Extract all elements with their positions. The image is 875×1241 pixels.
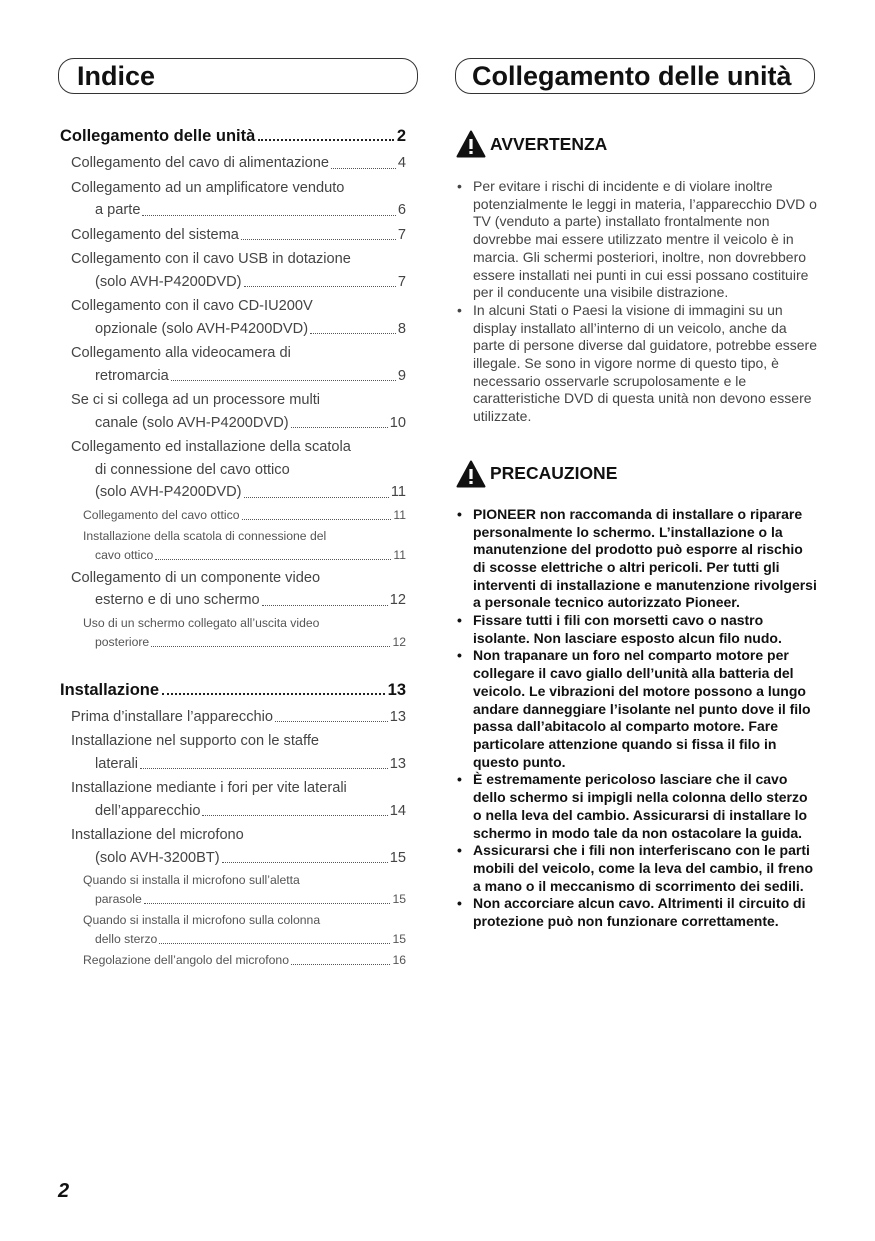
caution-heading-text: PRECAUZIONE xyxy=(490,463,618,484)
toc-section-heading xyxy=(60,680,406,700)
dot-leader xyxy=(242,519,392,520)
dot-leader xyxy=(262,605,388,606)
toc-section-page: 2 xyxy=(396,127,406,145)
dot-leader xyxy=(140,768,388,769)
toc-entry-page: 8 xyxy=(397,320,406,337)
toc-entry-page: 11 xyxy=(393,507,406,522)
toc-entry xyxy=(60,614,406,652)
toc-entry-text: laterali xyxy=(95,755,138,772)
toc-entry-row xyxy=(60,847,406,870)
warning-list xyxy=(456,178,818,426)
toc-entry-text: Collegamento ad un amplificatore venduto xyxy=(71,179,345,196)
dot-leader xyxy=(144,903,391,904)
index-title: Indice xyxy=(77,60,156,91)
toc-entry-page: 11 xyxy=(390,484,406,500)
toc-entry-row xyxy=(60,753,406,776)
toc-entry xyxy=(60,824,406,869)
bullet-item: • Non trapanare un foro nel comparto motore per collegare il cavo giallo dell’unità alla batteria del veicolo. Le vibrazioni del motore possono a lungo andare danneggiare l’isolante nel punto dove il filo passa dall’abitacolo al comparto motore. Fare particolare attenzione quando si fissa il filo in questo punto. xyxy=(456,647,818,771)
toc-entry xyxy=(60,706,406,729)
dot-leader xyxy=(244,286,396,287)
toc-entry-page: 15 xyxy=(392,892,406,906)
toc-entry xyxy=(60,527,406,565)
toc-entry-text: Regolazione dell’angolo del microfono xyxy=(83,953,289,967)
toc-entry xyxy=(60,951,406,970)
toc-entry-text: Quando si installa il microfono sull’aletta xyxy=(83,873,300,887)
page-number: 2 xyxy=(58,1180,70,1202)
toc-entry-row xyxy=(60,706,406,729)
toc-entry xyxy=(60,567,406,612)
toc-entry-text: Collegamento ed installazione della scatola xyxy=(71,439,351,455)
dot-leader xyxy=(142,215,395,216)
toc-entry-text: Installazione del microfono xyxy=(71,827,244,843)
warning-heading xyxy=(456,126,818,162)
toc-entry-page: 15 xyxy=(392,932,406,946)
toc-entry-row xyxy=(60,633,406,652)
dot-leader xyxy=(241,239,396,240)
toc-entry-page: 15 xyxy=(389,849,406,866)
toc-entry-text: Installazione mediante i fori per vite laterali xyxy=(71,780,347,796)
toc-entry xyxy=(60,911,406,949)
toc-entry-page: 13 xyxy=(389,708,406,725)
bullet-item: • Non accorciare alcun cavo. Altrimenti il circuito di protezione può non funzionare correttamente. xyxy=(456,895,818,930)
toc-entry-text: opzionale (solo AVH-P4200DVD) xyxy=(95,320,309,337)
toc-entry-page: 6 xyxy=(397,202,406,218)
bullet-item: • PIONEER non raccomanda di installare o riparare personalmente lo schermo. L’installazione o la manutenzione del prodotto può esporre al rischio di scosse elettriche o altri pericoli. Per tutti gli interventi di installazione e manutenzione rivolgersi a personale tecnico autorizzato Pioneer. xyxy=(456,506,818,612)
toc-entry xyxy=(60,248,406,293)
dot-leader xyxy=(171,380,396,381)
dot-leader xyxy=(310,333,396,334)
dot-leader xyxy=(151,646,390,647)
toc-entry-text: (solo AVH-3200BT) xyxy=(95,849,220,866)
toc-entry-text: cavo ottico xyxy=(95,547,154,562)
toc-entry-text: Uso di un schermo collegato all’uscita video xyxy=(83,615,320,630)
toc-entry-text: dello sterzo xyxy=(95,932,158,946)
toc-entry-text: Installazione nel supporto con le staffe xyxy=(71,733,319,749)
toc-entry-text: (solo AVH-P4200DVD) xyxy=(95,273,242,290)
toc-entry-text: (solo AVH-P4200DVD) xyxy=(95,484,242,500)
toc-entry-text: Collegamento con il cavo USB in dotazione xyxy=(71,251,351,267)
toc-entry-row xyxy=(60,506,406,525)
toc-entry-page: 16 xyxy=(392,953,406,967)
warning-triangle-icon xyxy=(456,460,486,488)
toc-entry-text: parasole xyxy=(95,892,142,906)
toc-entries xyxy=(60,706,406,971)
bullet-item: • Fissare tutti i fili con morsetti cavo o nastro isolante. Non lasciare esposto alcun filo nudo. xyxy=(456,612,818,647)
toc-entry xyxy=(60,871,406,909)
toc-entry-row xyxy=(60,412,406,435)
toc-section-title: Collegamento delle unità xyxy=(60,127,256,145)
warning-triangle-icon xyxy=(456,130,486,158)
dot-leader xyxy=(202,815,387,816)
toc-entry xyxy=(60,177,406,222)
toc-section-heading xyxy=(60,126,406,146)
toc-entry-text: Collegamento del sistema xyxy=(71,226,239,243)
toc-entry-row xyxy=(60,152,406,175)
toc-entry-row xyxy=(60,224,406,247)
toc-entry-row xyxy=(60,546,406,565)
dot-leader xyxy=(291,964,390,965)
toc-entry-text: di connessione del cavo ottico xyxy=(95,461,290,478)
toc-section-page: 13 xyxy=(387,680,406,699)
toc-entry-row xyxy=(60,481,406,504)
toc-entry-text: canale (solo AVH-P4200DVD) xyxy=(95,414,289,431)
toc-entry-row xyxy=(60,930,406,949)
toc-entry-text: Collegamento del cavo ottico xyxy=(83,507,240,522)
dot-leader xyxy=(162,693,385,695)
bullet-item: • Assicurarsi che i fili non interferiscano con le parti mobili del veicolo, come la leva del cambio, il freno a mano o il meccanismo di scorrimento dei sedili. xyxy=(456,842,818,895)
toc-entry-text: Collegamento del cavo di alimentazione xyxy=(71,155,329,171)
bullet-item: • È estremamente pericoloso lasciare che il cavo dello schermo si impigli nella colonna dello sterzo o nella leva del cambio. Assicurarsi di installare lo schermo in modo tale da non ostacolare la guida. xyxy=(456,771,818,842)
toc-entry xyxy=(60,436,406,504)
section-title: Collegamento delle unità xyxy=(472,60,792,91)
dot-leader xyxy=(258,139,394,141)
bullet-item: • Per evitare i rischi di incidente e di violare inoltre potenzialmente le leggi in materia, l’apparecchio DVD o TV (venduto a parte) installato frontalmente non dovrebbe mai essere utilizzato mentre il veicolo è in marcia. Gli schermi posteriori, inoltre, non dovrebbero essere installati nei punti in cui essi possano costituire per il conducente una visibile distrazione. xyxy=(456,178,818,302)
toc-entry-page: 12 xyxy=(389,592,406,608)
toc-entry-text: Prima d’installare l’apparecchio xyxy=(71,708,273,725)
toc-entry-page: 13 xyxy=(389,755,406,772)
toc-entry-text: Installazione della scatola di connessione del xyxy=(83,528,327,543)
toc-entry-row xyxy=(60,800,406,823)
toc-entry-row xyxy=(60,318,406,341)
toc-entry-page: 9 xyxy=(397,367,406,384)
table-of-contents xyxy=(60,126,406,970)
dot-leader xyxy=(244,497,389,498)
toc-entry-text: a parte xyxy=(95,202,141,218)
toc-entry-page: 4 xyxy=(397,155,406,171)
toc-entry-text: Collegamento con il cavo CD-IU200V xyxy=(71,298,313,314)
toc-entry-text: Collegamento di un componente video xyxy=(71,569,321,586)
toc-entry-row xyxy=(60,199,406,222)
dot-leader xyxy=(331,168,396,169)
toc-entry-page: 14 xyxy=(389,802,406,819)
toc-entry xyxy=(60,506,406,525)
toc-entry-page: 7 xyxy=(397,273,406,290)
toc-entry-text: Collegamento alla videocamera di xyxy=(71,345,291,361)
section-header xyxy=(455,58,815,94)
index-header xyxy=(58,58,418,94)
toc-entry xyxy=(60,730,406,775)
right-column xyxy=(456,126,818,931)
dot-leader xyxy=(222,862,388,863)
toc-entry-row xyxy=(60,365,406,388)
toc-entry xyxy=(60,389,406,434)
toc-entry-page: 12 xyxy=(392,634,406,649)
toc-entry-row xyxy=(60,890,406,909)
toc-entry-page: 10 xyxy=(389,414,406,431)
toc-entry-text: esterno e di uno schermo xyxy=(95,592,260,608)
caution-heading xyxy=(456,456,818,492)
bullet-item: • In alcuni Stati o Paesi la visione di immagini su un display installato all’interno di un veicolo, anche da parte di persone diverse dal guidatore, potrebbe essere illegale. Se sono in vigore norme di questo tipo, è necessario osservarle scrupolosamente e le caratteristiche DVD di questa unità non devono essere utilizzate. xyxy=(456,302,818,426)
toc-entry xyxy=(60,777,406,822)
toc-entry-row xyxy=(60,589,406,612)
warning-heading-text: AVVERTENZA xyxy=(490,133,608,154)
dot-leader xyxy=(159,943,390,944)
toc-entry xyxy=(60,342,406,387)
toc-entry-row xyxy=(60,951,406,970)
toc-entry-text: Se ci si collega ad un processore multi xyxy=(71,392,321,408)
toc-entry xyxy=(60,152,406,175)
toc-entry-text: posteriore xyxy=(95,634,150,649)
toc-entry-page: 7 xyxy=(397,226,406,243)
dot-leader xyxy=(155,559,391,560)
toc-entry-text: Quando si installa il microfono sulla colonna xyxy=(83,913,321,927)
toc-section-title: Installazione xyxy=(60,680,160,699)
toc-entry xyxy=(60,224,406,247)
toc-entry xyxy=(60,295,406,340)
dot-leader xyxy=(275,721,388,722)
toc-entry-text: retromarcia xyxy=(95,367,169,384)
toc-entry-page: 11 xyxy=(393,547,406,562)
dot-leader xyxy=(291,427,388,428)
caution-list xyxy=(456,506,818,931)
toc-entry-row xyxy=(60,271,406,294)
toc-entry-text: dell’apparecchio xyxy=(95,802,201,819)
toc-entries xyxy=(60,152,406,652)
